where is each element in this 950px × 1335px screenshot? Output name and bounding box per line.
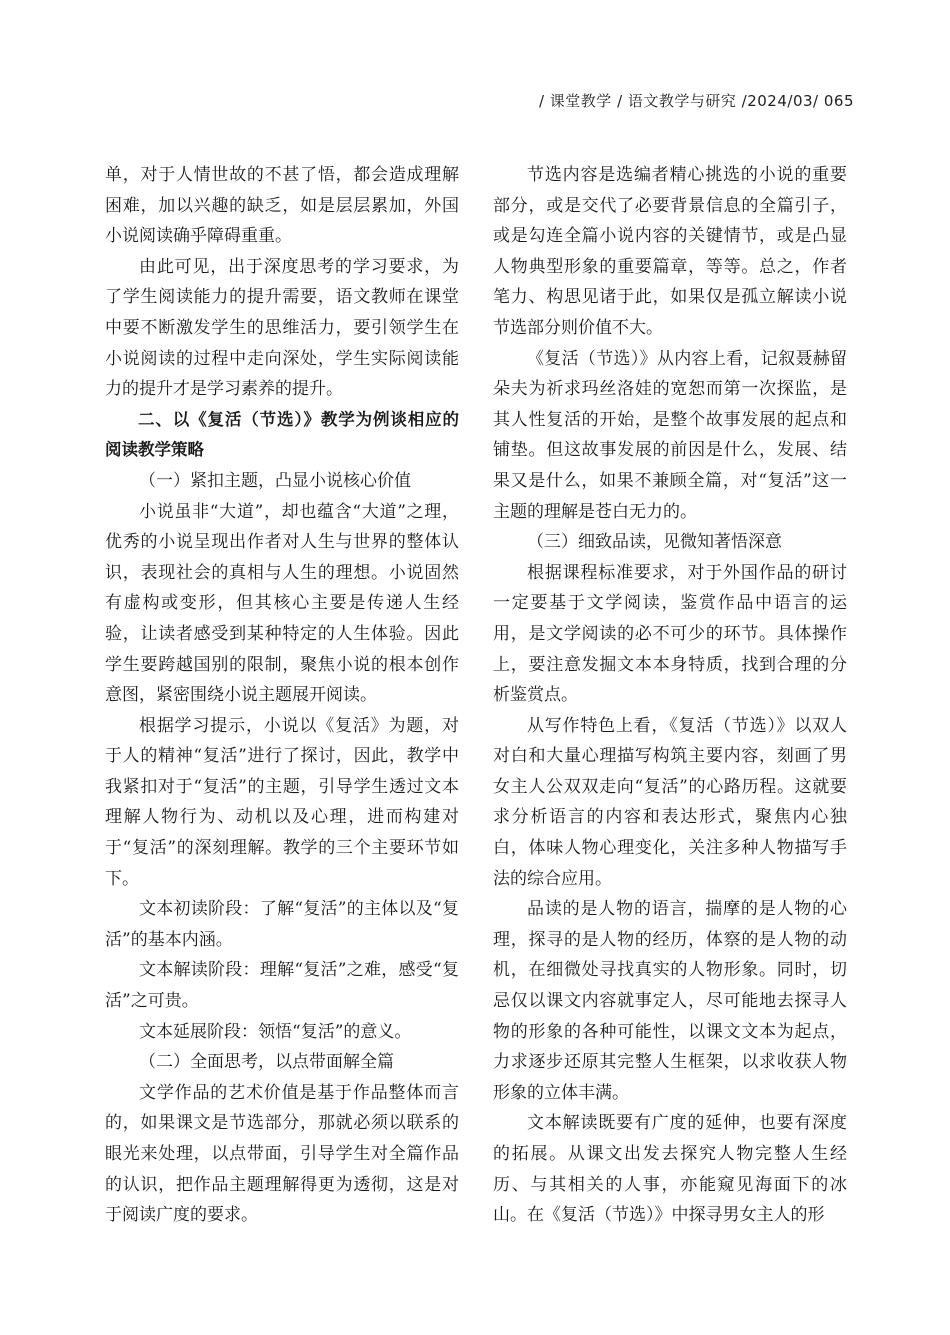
paragraph: 文学作品的艺术价值是基于作品整体而言的，如果课文是节选部分，那就必须以联系的眼光来处理，以点带面，引导学生对全篇作品的认识，把作品主题理解得更为透彻，这是对于阅读广度的要求。 [105, 1082, 459, 1226]
paragraph: 品读的是人物的语言，揣摩的是人物的心理，探寻的是人物的经历，体察的是人物的动机，在细微处寻找真实的人物形象。同时，切忌仅以课文内容就事定人，尽可能地去探寻人物的形象的各种可能性，以课文文本为起点，力求逐步还原其完整人生框架，以求收获人物形象的立体丰满。 [493, 899, 847, 1103]
running-header: / 课堂教学 / 语文教学与研究 /2024/03/ 065 [538, 92, 854, 110]
left-column [105, 160, 459, 1231]
paragraph: 单，对于人情世故的不甚了悟，都会造成理解困难，加以兴趣的缺乏，如是层层累加，外国小说阅读确乎障碍重重。 [105, 165, 459, 247]
right-column [493, 160, 847, 1231]
paragraph: 文本初读阶段：了解“复活”的主体以及“复活”的基本内涵。 [105, 899, 459, 950]
paragraph: 节选内容是选编者精心挑选的小说的重要部分，或是交代了必要背景信息的全篇引子，或是勾连全篇小说内容的关键情节，或是凸显人物典型形象的重要篇章，等等。总之，作者笔力、构思见诸于此，如果仅是孤立解读小说节选部分则价值不大。 [493, 165, 847, 338]
paragraph: 文本解读既要有广度的延伸，也要有深度的拓展。从课文出发去探究人物完整人生经历、与其相关的人事，亦能窥见海面下的冰山。在《复活（节选）》中探寻男女主人的形 [493, 1113, 847, 1226]
subsection-heading: （二）全面思考，以点带面解全篇 [139, 1052, 394, 1073]
paragraph: 文本解读阶段：理解“复活”之难，感受“复活”之可贵。 [105, 960, 459, 1012]
paragraph: 从写作特色上看，《复活（节选）》以双人对白和大量心理描写构筑主要内容，刻画了男女主人公双双走向“复活”的心路历程。这就要求分析语言的内容和表达形式，聚焦内心独白，体味人物心理变化，关注多种人物描写手法的综合应用。 [493, 715, 847, 889]
subsection-heading: （三）细致品读，见微知著悟深意 [527, 532, 782, 553]
subsection-heading: （一）紧扣主题，凸显小说核心价值 [139, 470, 411, 491]
paragraph: 《复活（节选）》从内容上看，记叙聂赫留朵夫为祈求玛丝洛娃的宽恕而第一次探监，是其人性复活的开始，是整个故事发展的起点和铺垫。但这故事发展的前因是什么，发展、结果又是什么，如果不兼顾全篇，对“复活”这一主题的理解是苍白无力的。 [493, 348, 847, 522]
paragraph: 根据学习提示，小说以《复活》为题，对于人的精神“复活”进行了探讨，因此，教学中我紧扣对于“复活”的主题，引导学生透过文本理解人物行为、动机以及心理，进而构建对于“复活”的深刻理解。教学的三个主要环节如下。 [105, 715, 459, 889]
paragraph: 根据课程标准要求，对于外国作品的研讨一定要基于文学阅读，鉴赏作品中语言的运用，是文学阅读的必不可少的环节。具体操作上，要注意发掘文本本身特质，找到合理的分析鉴赏点。 [493, 562, 847, 706]
paragraph: 由此可见，出于深度思考的学习要求，为了学生阅读能力的提升需要，语文教师在课堂中要不断激发学生的思维活力，要引领学生在小说阅读的过程中走向深处，学生实际阅读能力的提升才是学习素养的提升。 [105, 256, 459, 400]
paragraph: 文本延展阶段：领悟“复活”的意义。 [139, 1021, 412, 1042]
section-heading: 二、以《复活（节选）》教学为例谈相应的阅读教学策略 [105, 409, 459, 460]
paragraph: 小说虽非“大道”，却也蕴含“大道”之理，优秀的小说呈现出作者对人生与世界的整体认识，表现社会的真相与人生的理想。小说固然有虚构或变形，但其核心主要是传递人生经验，让读者感受到某种特定的人生体验。因此学生要跨越国别的限制，聚焦小说的根本创作意图，紧密围绕小说主题展开阅读。 [105, 501, 459, 706]
